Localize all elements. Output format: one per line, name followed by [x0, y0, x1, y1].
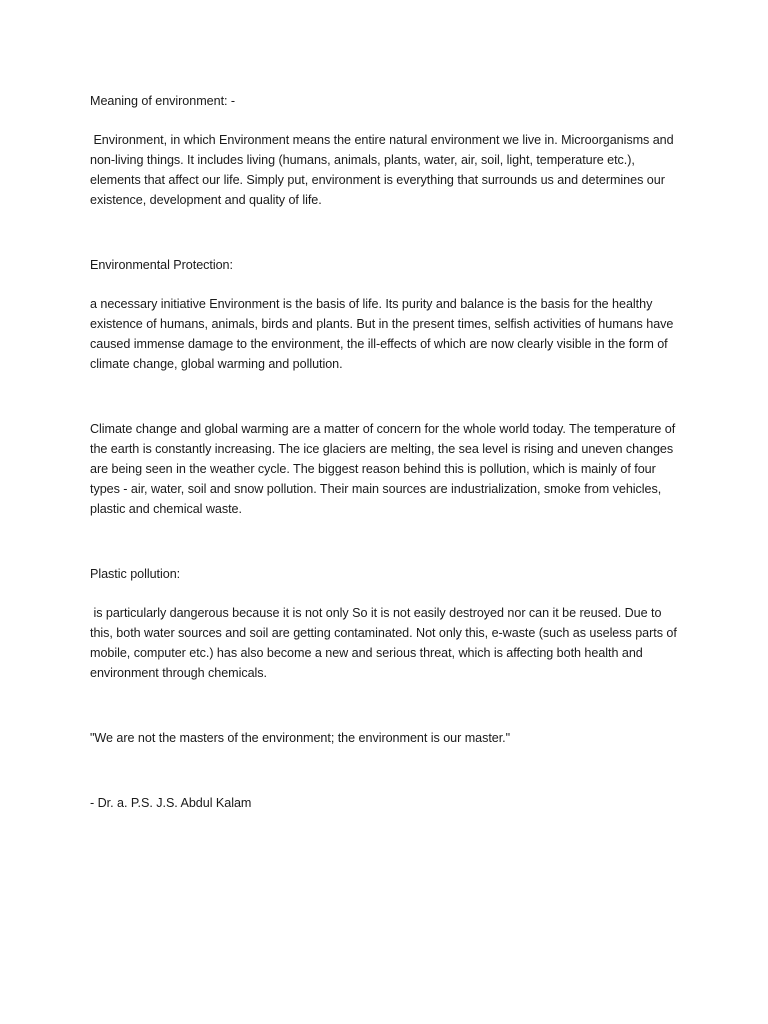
protection-heading: Environmental Protection:: [90, 258, 233, 272]
document-body: [90, 91, 680, 813]
spacer: [90, 374, 680, 419]
spacer: [90, 210, 680, 255]
quote-attribution: - Dr. a. P.S. J.S. Abdul Kalam: [90, 796, 252, 810]
quote-text: "We are not the masters of the environment; the environment is our master.": [90, 731, 511, 745]
protection-paragraph: a necessary initiative Environment is the basis of life. Its purity and balance is the basis for the healthy existence of humans, animals, birds and plants. But in the present times, selfish activities of humans have caused immense damage to the environment, the ill-effects of which are now clearly visible in the form of climate change, global warming and pollution.: [90, 297, 677, 371]
spacer: [90, 275, 680, 294]
plastic-paragraph: is particularly dangerous because it is not only So it is not easily destroyed nor can it be reused. Due to this, both water sources and soil are getting contaminated. Not only this, e-waste (such as useless parts of mobile, computer etc.) has also become a new and serious threat, which is affecting both health and environment through chemicals.: [90, 606, 681, 680]
plastic-heading: Plastic pollution:: [90, 567, 181, 581]
meaning-heading: Meaning of environment: -: [90, 94, 236, 108]
meaning-paragraph: Environment, in which Environment means the entire natural environment we live in. Microorganisms and non-living things. It includes living (humans, animals, plants, water, air, soil, light, temperature etc.), elements that affect our life. Simply put, environment is everything that surrounds us and determines our existence, development and quality of life.: [90, 133, 678, 207]
spacer: [90, 519, 680, 564]
spacer: [90, 111, 680, 130]
climate-paragraph: Climate change and global warming are a matter of concern for the whole world today. The temperature of the earth is constantly increasing. The ice glaciers are melting, the sea level is rising and uneven changes are being seen in the weather cycle. The biggest reason behind this is pollution, which is mainly of four types - air, water, soil and snow pollution. Their main sources are industrialization, smoke from vehicles, plastic and chemical waste.: [90, 422, 679, 516]
spacer: [90, 748, 680, 793]
spacer: [90, 584, 680, 603]
spacer: [90, 683, 680, 728]
